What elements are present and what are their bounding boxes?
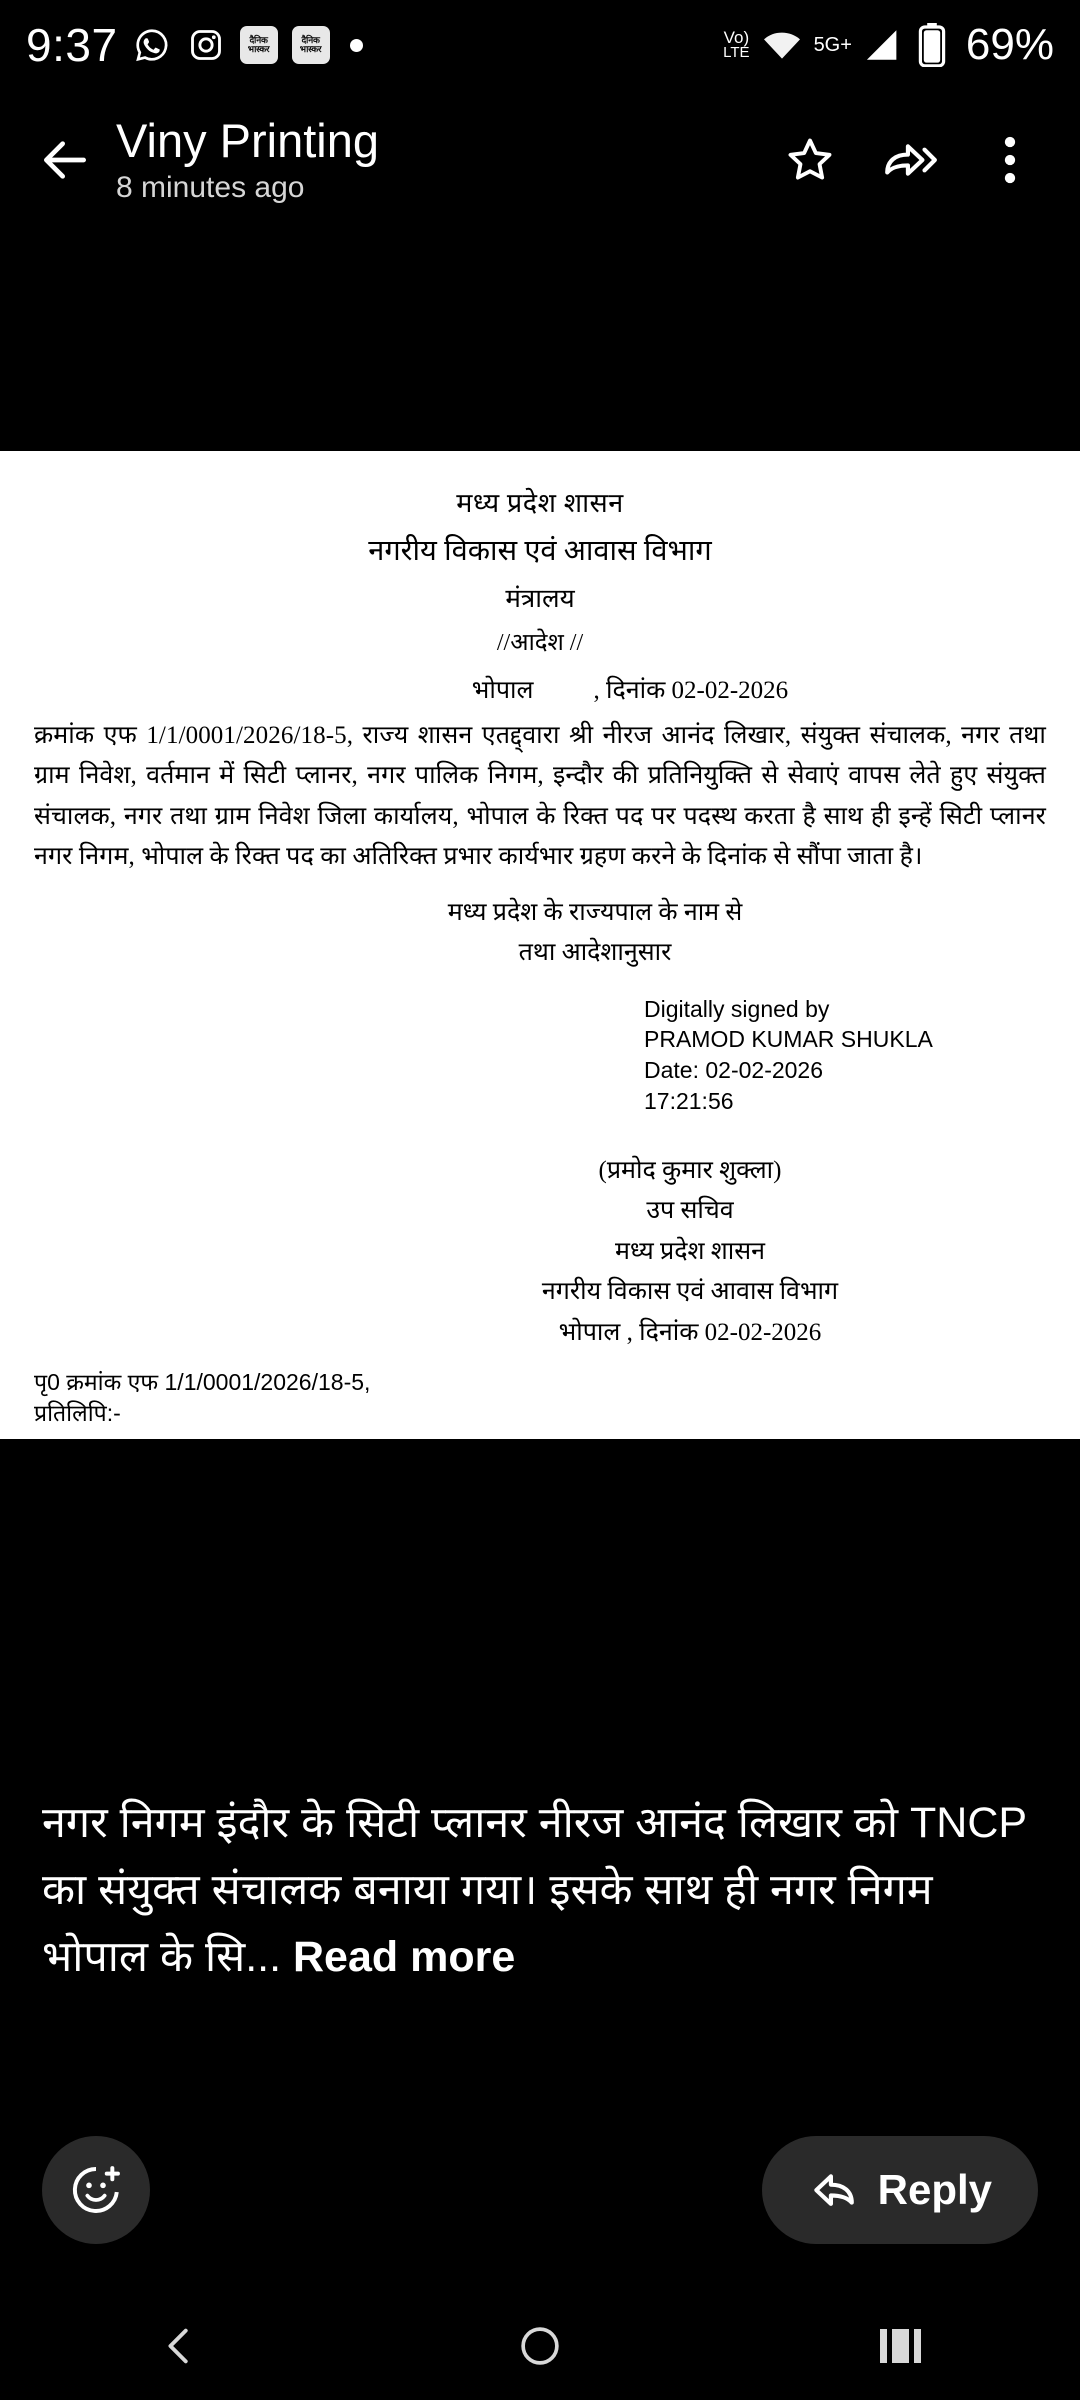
signal-icon <box>860 25 900 65</box>
read-more-link[interactable]: Read more <box>293 1933 516 1982</box>
volte-sub: LTE <box>723 43 750 61</box>
star-icon[interactable] <box>778 128 842 192</box>
doc-footer <box>34 1367 1046 1429</box>
badge2-line-2: भास्कर <box>299 44 322 54</box>
bottom-actions <box>0 2120 1080 2260</box>
badge-line-2: भास्कर <box>247 44 270 54</box>
reply-arrow-icon <box>808 2165 858 2216</box>
doc-place-date <box>34 672 1046 706</box>
status-bar-right <box>723 20 1054 70</box>
emoji-add-icon[interactable] <box>42 2136 150 2244</box>
closing-govt: मध्य प्रदेश शासन <box>614 1237 766 1265</box>
wifi-icon <box>762 25 802 65</box>
caption-text-wrapper <box>42 1790 1038 1991</box>
footer-line-1: पृ0 क्रमांक एफ 1/1/0001/2026/18-5, <box>34 1369 371 1396</box>
status-bar-left <box>26 18 363 72</box>
nav-recents-icon[interactable] <box>840 2306 960 2386</box>
doc-line-2: नगरीय विकास एवं आवास विभाग <box>368 534 712 567</box>
signature-line-3: Date: 02-02-2026 <box>644 1057 824 1084</box>
doc-line-1: मध्य प्रदेश शासन <box>456 487 624 518</box>
dot-indicator-icon <box>350 39 363 52</box>
caption-area <box>0 1790 1080 1991</box>
signature-line-4: 17:21:56 <box>644 1088 734 1115</box>
battery-percent: 69% <box>965 20 1054 69</box>
signature-line-1: Digitally signed by <box>644 995 830 1022</box>
volte-label: Vo) <box>723 27 750 47</box>
instagram-icon <box>186 25 226 65</box>
digital-signature-block <box>34 994 1046 1117</box>
doc-closing-block <box>34 1151 1046 1354</box>
app-bar <box>0 90 1080 230</box>
badge2-line-1: दैनिक <box>301 34 320 45</box>
dainik-bhaskar-icon <box>240 26 278 64</box>
more-options-icon[interactable] <box>978 128 1042 192</box>
forward-icon[interactable] <box>878 128 942 192</box>
back-arrow-icon[interactable] <box>28 123 102 197</box>
status-clock: 9:37 <box>26 19 118 71</box>
doc-line-4: //आदेश // <box>496 629 584 656</box>
status-bar <box>0 0 1080 90</box>
caption-text: नगर निगम इंदौर के सिटी प्लानर नीरज आनंद लिखार को TNCP का संयुक्त संचालक बनाया गया। इसके साथ ही नगर निगम भोपाल के सि... <box>42 1799 1027 1982</box>
battery-icon <box>912 25 952 65</box>
recents-bar-mid <box>892 2329 909 2363</box>
whatsapp-icon <box>132 25 172 65</box>
doc-place: भोपाल <box>471 676 534 704</box>
page-title: Viny Printing <box>116 113 379 167</box>
doc-line-3: मंत्रालय <box>505 583 575 613</box>
dainik-bhaskar-icon-2 <box>292 26 330 64</box>
reply-button[interactable] <box>762 2136 1038 2244</box>
signature-line-2: PRAMOD KUMAR SHUKLA <box>644 1026 933 1053</box>
footer-line-2: प्रतिलिपि:- <box>34 1400 121 1427</box>
reply-button-label: Reply <box>877 2166 992 2213</box>
closing-name: (प्रमोद कुमार शुक्ला) <box>598 1156 782 1184</box>
system-nav-bar <box>0 2292 1080 2400</box>
app-bar-actions <box>778 128 1052 192</box>
closing-designation: उप सचिव <box>646 1197 734 1225</box>
page-subtitle: 8 minutes ago <box>116 171 305 205</box>
recents-bar-right <box>914 2329 921 2363</box>
closing-dept: नगरीय विकास एवं आवास विभाग <box>541 1278 839 1306</box>
badge-line-1: दैनिक <box>249 34 268 45</box>
doc-by-order-2: तथा आदेशानुसार <box>518 938 672 966</box>
title-block <box>116 115 778 206</box>
nav-home-icon[interactable] <box>480 2306 600 2386</box>
doc-by-order-1: मध्य प्रदेश के राज्यपाल के नाम से <box>447 898 743 926</box>
recents-bar-left <box>880 2329 887 2363</box>
volte-icon <box>723 27 750 61</box>
closing-place-date: भोपाल , दिनांक 02-02-2026 <box>558 1318 822 1346</box>
media-viewer[interactable] <box>0 230 1080 1660</box>
document-image[interactable] <box>0 451 1080 1440</box>
doc-body: क्रमांक एफ 1/1/0001/2026/18-5, राज्य शासन एतद्द्वारा श्री नीरज आनंद लिखार, संयुक्त संचालक, नगर तथा ग्राम निवेश, वर्तमान में सिटी प्लानर, नगर पालिक निगम, इन्दौर की प्रतिनियुक्ति से सेवाएं वापस लेते हुए संयुक्त संचालक, नगर तथा ग्राम निवेश जिला कार्यालय, भोपाल के रिक्त पद पर पदस्थ करता है साथ ही इन्हें सिटी प्लानर नगर निगम, भोपाल के रिक्त पद का अतिरिक्त प्रभार कार्यभार ग्रहण करने के दिनांक से सौंपा जाता है। <box>34 721 1046 871</box>
doc-date: , दिनांक 02-02-2026 <box>593 676 789 704</box>
network-type-label: 5G+ <box>813 33 852 56</box>
nav-back-icon[interactable] <box>120 2306 240 2386</box>
